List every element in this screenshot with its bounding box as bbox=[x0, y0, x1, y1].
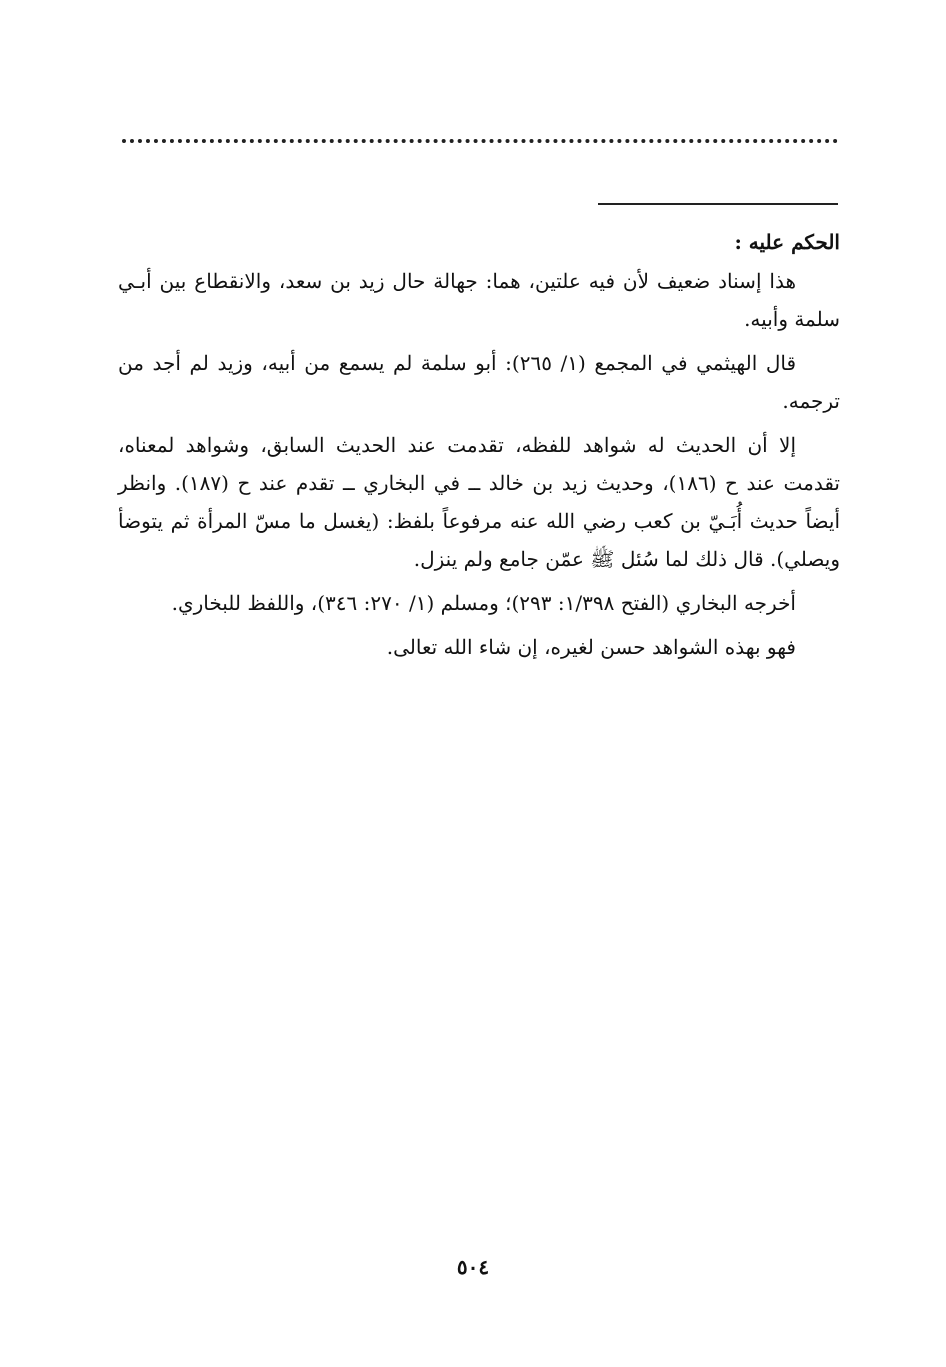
paragraph-shawahid: إلا أن الحديث له شواهد للفظه، تقدمت عند الحديث السابق، وشواهد لمعناه، تقدمت عند ح (١٨٦)، وحديث زيد بن خالد ــ في البخاري ــ تقدم عند ح (١٨٧). وانظر أيضاً حديث أُبَـيّ بن كعب رضي الله عنه مرفوعاً بلفظ: (يغسل ما مسّ المرأة ثم يتوضأ ويصلي). قال ذلك لما سُئل ﷺ عمّن جامع ولم ينزل. bbox=[118, 433, 841, 571]
paragraph-takhrij: أخرجه البخاري (الفتح ١/٣٩٨: ٢٩٣)؛ ومسلم (١/ ٢٧٠: ٣٤٦)، واللفظ للبخاري. bbox=[171, 591, 796, 615]
dotted-separator bbox=[122, 139, 838, 143]
section-heading: الحكم عليه : bbox=[734, 230, 840, 254]
main-text bbox=[118, 224, 840, 672]
paragraph-isnad: هذا إسناد ضعيف لأن فيه علتين، هما: جهالة حال زيد بن سعد، والانقطاع بين أبـي سلمة وأبيه. bbox=[118, 269, 840, 331]
page-number: ٥٠٤ bbox=[456, 1255, 490, 1279]
paragraph-haythami: قال الهيثمي في المجمع (١/ ٢٦٥): أبو سلمة لم يسمع من أبيه، وزيد لم أجد من ترجمه. bbox=[118, 351, 840, 413]
paragraph-conclusion: فهو بهذه الشواهد حسن لغيره، إن شاء الله تعالى. bbox=[386, 635, 796, 659]
footnote-rule bbox=[598, 203, 838, 205]
